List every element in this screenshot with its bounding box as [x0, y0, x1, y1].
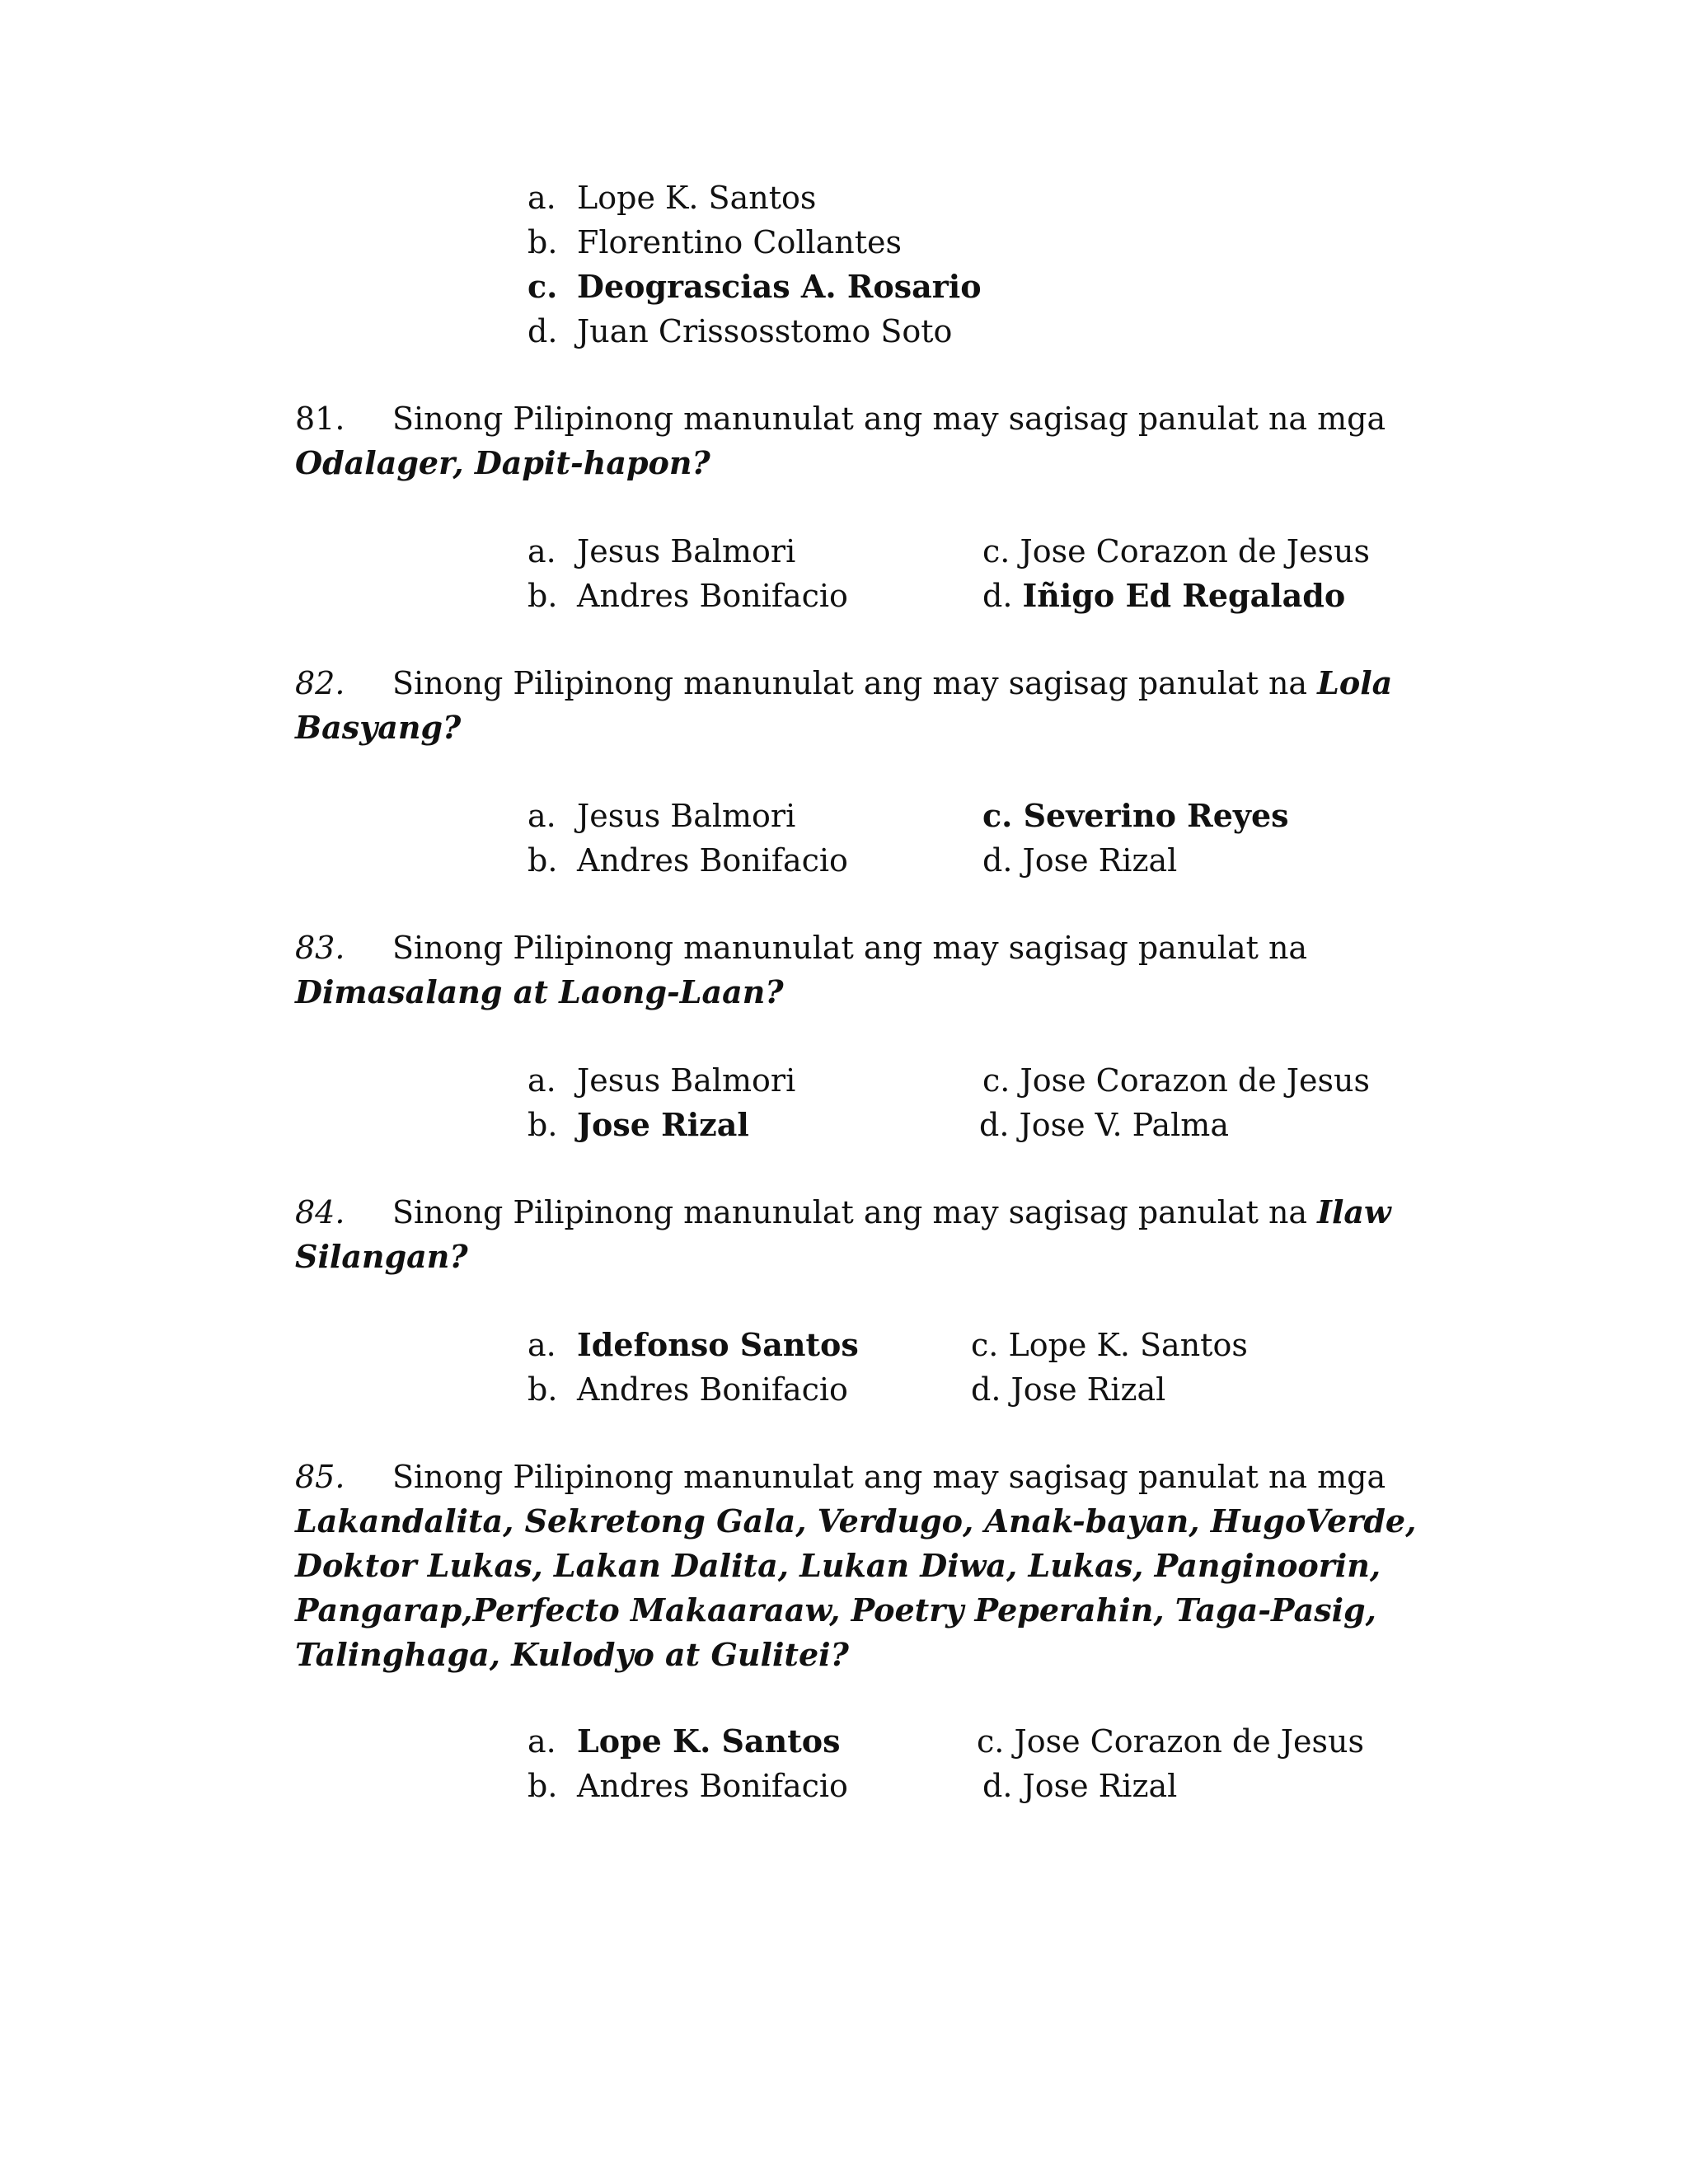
- option-text: Jesus Balmori: [577, 798, 796, 834]
- option-letter: c.: [971, 1327, 999, 1363]
- option-letter: b.: [528, 1768, 558, 1804]
- question-81: [295, 396, 1432, 485]
- question-85-pen-names-line-2: Doktor Lukas, Lakan Dalita, Lukan Diwa, Lukas, Panginoorin,: [295, 1547, 1381, 1584]
- option-letter: d.: [979, 1107, 1010, 1143]
- q82-option-a: [528, 794, 795, 838]
- question-number: 82.: [295, 665, 345, 701]
- q84-option-d: [971, 1367, 1165, 1412]
- question-prompt: Sinong Pilipinong manunulat ang may sagisag panulat na mga: [392, 401, 1386, 437]
- option-letter: a.: [528, 1062, 556, 1099]
- option-text: Andres Bonifacio: [577, 842, 848, 879]
- option-letter: d.: [982, 578, 1013, 614]
- option-letter: d.: [528, 313, 558, 349]
- option-letter: c.: [982, 1062, 1010, 1099]
- option-text: Jose Rizal: [1022, 1768, 1178, 1804]
- question-number: 81.: [295, 401, 345, 437]
- q83-option-c: [982, 1058, 1370, 1103]
- q80-option-b: [528, 220, 902, 265]
- q82-option-c-answer: [982, 794, 1289, 838]
- option-letter: a.: [528, 180, 556, 216]
- q80-option-c-answer: [528, 265, 982, 309]
- question-83: [295, 926, 1432, 1015]
- question-82-pen-names: Basyang?: [295, 709, 462, 746]
- question-81-text: [295, 396, 1432, 441]
- q81-option-d-answer: [982, 574, 1345, 618]
- q80-option-a: [528, 176, 816, 220]
- q81-option-c: [982, 529, 1370, 574]
- option-text: Jose Rizal: [577, 1106, 749, 1143]
- option-text: Severino Reyes: [1023, 797, 1289, 834]
- option-letter: d.: [982, 842, 1013, 879]
- question-82: [295, 661, 1432, 750]
- question-number: 85.: [295, 1459, 345, 1495]
- option-text: Deograscias A. Rosario: [577, 268, 982, 305]
- q80-option-d: [528, 309, 952, 354]
- question-85-text: [295, 1455, 1432, 1499]
- option-text: Andres Bonifacio: [577, 1768, 848, 1804]
- option-text: Jesus Balmori: [577, 533, 796, 569]
- option-text: Jose V. Palma: [1019, 1107, 1229, 1143]
- q85-option-c: [977, 1719, 1364, 1764]
- question-85-pen-names-line-1: Lakandalita, Sekretong Gala, Verdugo, Anak-bayan, HugoVerde,: [295, 1502, 1417, 1540]
- option-text: Jose Rizal: [1022, 842, 1178, 879]
- question-number: 83.: [295, 930, 345, 966]
- q84-option-a-answer: [528, 1323, 859, 1367]
- question-prompt: Sinong Pilipinong manunulat ang may sagisag panulat na: [392, 665, 1308, 701]
- question-84: [295, 1190, 1432, 1279]
- q85-option-a-answer: [528, 1719, 841, 1764]
- option-text: Andres Bonifacio: [577, 1371, 848, 1408]
- option-text: Lope K. Santos: [577, 1722, 841, 1760]
- option-letter: a.: [528, 798, 556, 834]
- question-85-pen-names-line-4: Talinghaga, Kulodyo at Gulitei?: [295, 1636, 849, 1673]
- option-text: Jose Rizal: [1010, 1371, 1166, 1408]
- q82-option-b: [528, 838, 848, 883]
- option-letter: b.: [528, 1107, 558, 1143]
- question-83-text: [295, 926, 1432, 970]
- option-letter: c.: [982, 797, 1013, 834]
- option-letter: c.: [528, 268, 558, 305]
- question-85: [295, 1455, 1432, 1677]
- q82-option-d: [982, 838, 1177, 883]
- option-letter: b.: [528, 224, 558, 260]
- q83-option-b-answer: [528, 1103, 749, 1147]
- option-letter: a.: [528, 1327, 556, 1363]
- option-text: Lope K. Santos: [1008, 1327, 1248, 1363]
- option-text: Jose Corazon de Jesus: [1020, 1062, 1370, 1099]
- option-letter: d.: [971, 1371, 1001, 1408]
- question-82-text: [295, 661, 1432, 705]
- question-number: 84.: [295, 1194, 345, 1230]
- option-letter: d.: [982, 1768, 1013, 1804]
- option-text: Jose Corazon de Jesus: [1020, 533, 1370, 569]
- option-text: Iñigo Ed Regalado: [1022, 577, 1346, 614]
- option-letter: b.: [528, 578, 558, 614]
- q85-option-b: [528, 1764, 848, 1808]
- question-84-text: [295, 1190, 1432, 1235]
- question-84-pen-names: Silangan?: [295, 1238, 468, 1275]
- option-text: Juan Crissosstomo Soto: [577, 313, 953, 349]
- question-83-pen-names: Dimasalang at Laong-Laan?: [295, 973, 784, 1010]
- pen-name: Lola: [1317, 664, 1393, 701]
- q81-option-a: [528, 529, 795, 574]
- pen-name: Ilaw: [1317, 1193, 1391, 1230]
- option-text: Lope K. Santos: [577, 180, 817, 216]
- question-prompt: Sinong Pilipinong manunulat ang may sagisag panulat na: [392, 1194, 1308, 1230]
- option-text: Idefonso Santos: [577, 1326, 859, 1363]
- question-85-pen-names-line-3: Pangarap,Perfecto Makaaraaw, Poetry Peperahin, Taga-Pasig,: [295, 1591, 1376, 1629]
- question-81-pen-names: Odalager, Dapit-hapon?: [295, 444, 710, 481]
- option-letter: b.: [528, 1371, 558, 1408]
- q84-option-b: [528, 1367, 848, 1412]
- option-letter: a.: [528, 1723, 556, 1760]
- question-prompt: Sinong Pilipinong manunulat ang may sagisag panulat na mga: [392, 1459, 1386, 1495]
- option-letter: c.: [977, 1723, 1005, 1760]
- question-prompt: Sinong Pilipinong manunulat ang may sagisag panulat na: [392, 930, 1308, 966]
- q84-option-c: [971, 1323, 1248, 1367]
- option-text: Jesus Balmori: [577, 1062, 796, 1099]
- q83-option-d: [979, 1103, 1229, 1147]
- option-letter: b.: [528, 842, 558, 879]
- q83-option-a: [528, 1058, 795, 1103]
- option-letter: a.: [528, 533, 556, 569]
- option-letter: c.: [982, 533, 1010, 569]
- option-text: Jose Corazon de Jesus: [1014, 1723, 1364, 1760]
- q85-option-d: [982, 1764, 1177, 1808]
- option-text: Andres Bonifacio: [577, 578, 848, 614]
- option-text: Florentino Collantes: [577, 224, 903, 260]
- q81-option-b: [528, 574, 848, 618]
